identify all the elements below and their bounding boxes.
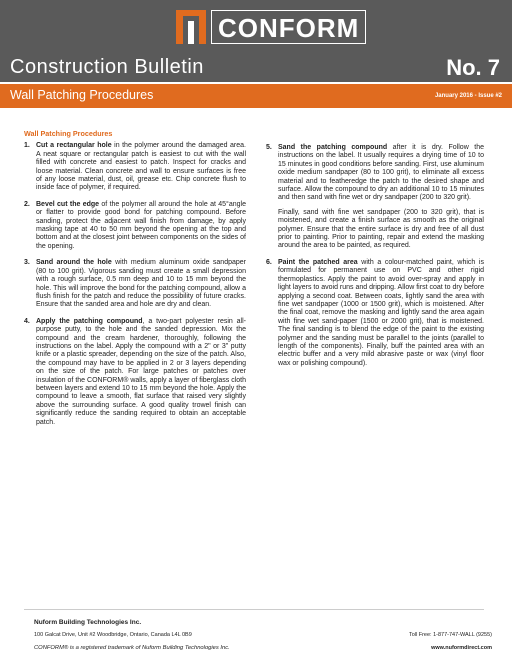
step-5 [266, 144, 484, 203]
step-text: after it is dry. Follow the instructions on the label. It usually requires a drying time of 10 to 15 minutes in good conditions before sanding. First, use aluminum oxide medium sandpaper (80 to 100 grit), to eliminate all excess material and to featheredge the patch to the desired shape and surface. Allow the compound to dry an additional 10 to 15 minutes and then sand with fine wet or dry sandpaper (200 to 320 grit). [278, 144, 485, 202]
footer-website-link[interactable]: www.nuformdirect.com [431, 645, 492, 651]
issue-label: January 2016 - Issue #2 [434, 93, 502, 99]
step-text: with a colour-matched paint, which is formulated for permanent use on PVC and other rigid thermoplastics. Apply the paint to avoid over-spray and apply in light layers to avoid runs and dripping. Allow first coat to dry before applying a second coat. Between coats, lightly sand the area with fine wet sandpaper (1000 or 1500 grit), which is moistened. After the final coat, remove the masking and lightly sand the area again with fine wet sand-paper (1500 or 2000 grit), that is moistened. The final sanding is to blend the edge of the paint to the existing polymer and the sanding must be parallel to the joints (parallel to length of the components). Finally, buff the painted area with an electric buffer and a very mild abrasive paste or wax (vinyl floor wax or polishing compound). [278, 258, 484, 367]
footer-trademark: CONFORM® is a registered trademark of Nuform Building Technologies Inc. [34, 645, 230, 651]
step-4 [24, 318, 246, 427]
step-text: , a two-part polyester resin all-purpose putty, to the hole and the sanded depression. Mix the compound and the cream hardener, thoroughly, following the instructions on the label. Apply the compound with a 2" or 3" putty knife or a plastic spreader, depending on the size of the patch. Also, the compound may have to be applied in 2 or 3 layers depending on the size of the patch. For large patches or patches over insulation of the CONFORM® walls, apply a layer of fiberglass cloth between layers and extend 10 to 15 mm beyond the hole. Apply the compound to leave a smooth, flat surface that raised very slightly above the surrounding surface. A good quality trowel finish can significantly reduce the sanding required to obtain an acceptable patch. [36, 317, 247, 426]
document-subtitle: Wall Patching Procedures [10, 88, 154, 102]
steps-list-right [266, 144, 484, 203]
footer-address: 100 Galcat Drive, Unit #2 Woodbridge, Ontario, Canada L4L 0B9 [34, 632, 192, 638]
step-lead: Sand the patching compound [278, 144, 388, 151]
step-number: 5. [266, 144, 272, 151]
step-number: 4. [24, 317, 30, 325]
footer-divider [24, 609, 484, 610]
step-lead: Apply the patching compound [36, 317, 143, 325]
step-lead: Cut a rectangular hole [36, 142, 112, 150]
left-column [24, 130, 246, 435]
step-2 [24, 201, 246, 251]
bulletin-number: No. 7 [446, 55, 500, 80]
steps-list-right-2 [266, 259, 484, 368]
step-text: in the polymer around the damaged area. A neat square or rectangular patch is easiest to cut with the wall filled with concrete and easiest to patch. Inspect for cracks and loose material. Clean concrete and wall to ensure surfaces is free of any loose material, dust, oil, grease etc. Chip concrete flush to inside face of polymer, if required. [36, 142, 246, 192]
step-3 [24, 259, 246, 309]
step-text: with medium aluminum oxide sandpaper (80 to 100 grit). Vigorous sanding must create a small depression with a rough surface, 0.5 mm deep and 10 to 15 mm beyond the hole. This will improve the bond for the patching compound, allow a flush finish for the patch and reduce the possibility of future cracks. Ensure that the sanded area and hole are dry and clean. [36, 259, 246, 309]
conform-logo [176, 10, 366, 44]
footer-toll-free: Toll Free: 1-877-747-WALL (9255) [408, 632, 492, 638]
step-lead: Paint the patched area [278, 258, 358, 266]
logo-mark-icon [176, 10, 206, 44]
step-text: of the polymer all around the hole at 45°angle or flatter to provide good bond for patching compound. Before sanding, protect the adjacent wall finish from damage, by apply masking tape at 40 to 50 mm beyond the opening at the top and bottom and at the closest joint between components on the sides of the opening. [36, 200, 246, 250]
step-number: 2. [24, 200, 30, 208]
footer-company: Nuform Building Technologies Inc. [34, 619, 142, 626]
step-5-continuation: Finally, sand with fine wet sandpaper (200 to 320 grit), that is moistened, and create a finish surface as smooth as the original polymer. Ensure that the entire surface is dry and free of all dust prior to painting. Prior to painting, repair and extend the masking around the area to be painted, as required. [278, 208, 484, 250]
step-number: 1. [24, 142, 30, 150]
logo-text: CONFORM [211, 10, 366, 44]
step-lead: Bevel cut the edge [36, 200, 100, 208]
step-6 [266, 259, 484, 368]
step-1 [24, 142, 246, 192]
step-number: 6. [266, 258, 272, 266]
steps-list-left [24, 142, 246, 427]
step-lead: Sand around the hole [36, 259, 112, 267]
document-title: Construction Bulletin [10, 56, 204, 78]
right-column [266, 144, 484, 376]
section-heading: Wall Patching Procedures [24, 129, 113, 138]
step-number: 3. [24, 259, 30, 267]
